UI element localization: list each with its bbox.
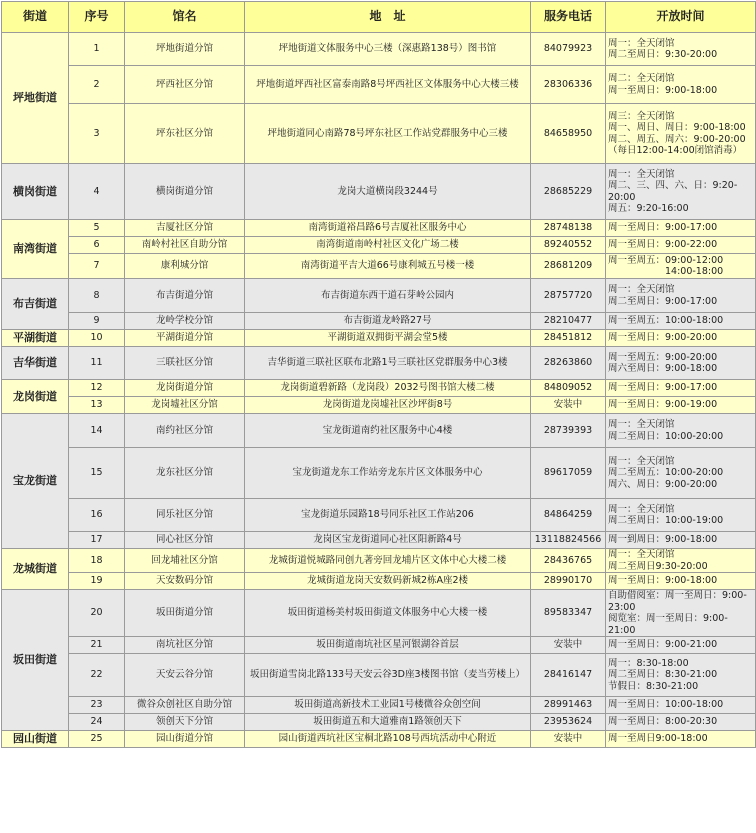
street-cell: 宝龙街道	[2, 414, 69, 549]
table-row	[2, 164, 756, 220]
name-cell: 吉厦社区分馆	[125, 220, 245, 237]
table-row	[2, 220, 756, 237]
hours-cell: 周一至周五：9:00-20:00 周六至周日：9:00-18:00	[606, 347, 756, 380]
address-cell: 宝龙街道南约社区服务中心4楼	[245, 414, 531, 448]
street-cell: 布吉街道	[2, 279, 69, 330]
name-cell: 南岭村社区自助分馆	[125, 237, 245, 254]
name-cell: 龙东社区分馆	[125, 448, 245, 499]
hours-cell: 周一至周五：10:00-18:00	[606, 313, 756, 330]
street-cell: 坂田街道	[2, 590, 69, 731]
address-cell: 坂田街道杨美村坂田街道文体服务中心大楼一楼	[245, 590, 531, 637]
phone-cell: 28210477	[531, 313, 606, 330]
hours-cell: 周一至周日：8:00-20:30	[606, 714, 756, 731]
address-cell: 坂田街道高新技术工业园1号楼微谷众创空间	[245, 697, 531, 714]
table-row	[2, 697, 756, 714]
table-row	[2, 104, 756, 164]
hours-cell: 周一：全天闭馆 周二至周日：9:30-20:00	[606, 33, 756, 66]
phone-cell: 28416147	[531, 654, 606, 697]
phone-cell: 84079923	[531, 33, 606, 66]
hours-cell: 周一到周日：9:00-18:00	[606, 532, 756, 549]
street-cell: 南湾街道	[2, 220, 69, 279]
address-cell: 吉华街道三联社区联布北路1号三联社区党群服务中心3楼	[245, 347, 531, 380]
address-cell: 坂田街道五和大道雅南1路领创天下	[245, 714, 531, 731]
no-cell: 24	[69, 714, 125, 731]
table-row	[2, 731, 756, 748]
address-cell: 坂田街道雪岗北路133号天安云谷3D座3楼图书馆（麦当劳楼上）	[245, 654, 531, 697]
no-cell: 2	[69, 66, 125, 104]
address-cell: 宝龙街道乐园路18号同乐社区工作站206	[245, 499, 531, 532]
no-cell: 25	[69, 731, 125, 748]
no-cell: 23	[69, 697, 125, 714]
no-cell: 8	[69, 279, 125, 313]
phone-cell: 28685229	[531, 164, 606, 220]
header-street: 街道	[2, 2, 69, 33]
no-cell: 1	[69, 33, 125, 66]
name-cell: 南约社区分馆	[125, 414, 245, 448]
hours-cell: 自助借阅室：周一至周日：9:00-23:00 阅览室：周一至周日：9:00-21:00	[606, 590, 756, 637]
address-cell: 龙岗区宝龙街道同心社区阳新路4号	[245, 532, 531, 549]
phone-cell: 23953624	[531, 714, 606, 731]
name-cell: 康利城分馆	[125, 254, 245, 279]
phone-cell: 28681209	[531, 254, 606, 279]
hours-cell: 周一至周日：9:00-20:00	[606, 330, 756, 347]
name-cell: 领创天下分馆	[125, 714, 245, 731]
hours-cell: 周一：全天闭馆 周二至周五：10:00-20:00 周六、周日：9:00-20:00	[606, 448, 756, 499]
hours-cell: 周一：8:30-18:00 周二至周日：8:30-21:00 节假日：8:30-21:00	[606, 654, 756, 697]
hours-cell: 周一：全天闭馆 周二至周日：10:00-19:00	[606, 499, 756, 532]
no-cell: 5	[69, 220, 125, 237]
no-cell: 11	[69, 347, 125, 380]
hours-cell: 周一：全天闭馆 周二至周日：9:00-17:00	[606, 279, 756, 313]
name-cell: 坪西社区分馆	[125, 66, 245, 104]
street-cell: 坪地街道	[2, 33, 69, 164]
table-row	[2, 499, 756, 532]
name-cell: 坪东社区分馆	[125, 104, 245, 164]
hours-cell: 周一：全天闭馆 周二至周日9:30-20:00	[606, 549, 756, 573]
phone-cell: 84658950	[531, 104, 606, 164]
name-cell: 坪地街道分馆	[125, 33, 245, 66]
phone-cell: 安装中	[531, 397, 606, 414]
table-row	[2, 254, 756, 279]
address-cell: 布吉街道东西干道石芽岭公园内	[245, 279, 531, 313]
table-body	[2, 33, 756, 748]
hours-cell: 周一至周日：9:00-18:00	[606, 573, 756, 590]
address-cell: 龙岗街道龙岗墟社区沙坪街8号	[245, 397, 531, 414]
hours-cell: 周一至周日：9:00-17:00	[606, 220, 756, 237]
no-cell: 21	[69, 637, 125, 654]
hours-cell: 周一至周日：9:00-22:00	[606, 237, 756, 254]
table-row	[2, 414, 756, 448]
name-cell: 三联社区分馆	[125, 347, 245, 380]
name-cell: 微谷众创社区自助分馆	[125, 697, 245, 714]
hours-cell: 周一至周五：09:00-12:00 14:00-18:00	[606, 254, 756, 279]
phone-cell: 28991463	[531, 697, 606, 714]
no-cell: 18	[69, 549, 125, 573]
header-no: 序号	[69, 2, 125, 33]
address-cell: 南湾街道平吉大道66号康利城五号楼一楼	[245, 254, 531, 279]
table-row	[2, 397, 756, 414]
no-cell: 15	[69, 448, 125, 499]
phone-cell: 28436765	[531, 549, 606, 573]
phone-cell: 28306336	[531, 66, 606, 104]
table-row	[2, 590, 756, 637]
library-branch-table	[1, 1, 756, 748]
no-cell: 12	[69, 380, 125, 397]
address-cell: 坪地街道同心南路78号坪东社区工作站党群服务中心三楼	[245, 104, 531, 164]
hours-cell: 周一至周日9:00-18:00	[606, 731, 756, 748]
address-cell: 龙城街道悦城路同创九著旁回龙埔片区文体中心大楼二楼	[245, 549, 531, 573]
address-cell: 南湾街道南岭村社区文化广场二楼	[245, 237, 531, 254]
table-row	[2, 33, 756, 66]
phone-cell: 84864259	[531, 499, 606, 532]
no-cell: 13	[69, 397, 125, 414]
address-cell: 布吉街道龙岭路27号	[245, 313, 531, 330]
phone-cell: 28263860	[531, 347, 606, 380]
no-cell: 19	[69, 573, 125, 590]
phone-cell: 28748138	[531, 220, 606, 237]
phone-cell: 84809052	[531, 380, 606, 397]
name-cell: 平湖街道分馆	[125, 330, 245, 347]
table-row	[2, 448, 756, 499]
address-cell: 宝龙街道龙东工作站旁龙东片区文体服务中心	[245, 448, 531, 499]
name-cell: 同乐社区分馆	[125, 499, 245, 532]
no-cell: 16	[69, 499, 125, 532]
phone-cell: 安装中	[531, 731, 606, 748]
table-row	[2, 237, 756, 254]
hours-cell: 周三：全天闭馆 周一、周日、周日：9:00-18:00 周二、周五、周六：9:00-20:00 （每日12:00-14:00闭馆消毒）	[606, 104, 756, 164]
name-cell: 天安云谷分馆	[125, 654, 245, 697]
header-address: 地 址	[245, 2, 531, 33]
hours-cell: 周一至周日：9:00-21:00	[606, 637, 756, 654]
no-cell: 14	[69, 414, 125, 448]
no-cell: 22	[69, 654, 125, 697]
phone-cell: 89240552	[531, 237, 606, 254]
header-name: 馆名	[125, 2, 245, 33]
street-cell: 吉华街道	[2, 347, 69, 380]
address-cell: 南湾街道裕昌路6号吉厦社区服务中心	[245, 220, 531, 237]
no-cell: 6	[69, 237, 125, 254]
phone-cell: 28739393	[531, 414, 606, 448]
address-cell: 龙岗大道横岗段3244号	[245, 164, 531, 220]
hours-cell: 周一至周日：9:00-17:00	[606, 380, 756, 397]
phone-cell: 13118824566	[531, 532, 606, 549]
name-cell: 坂田街道分馆	[125, 590, 245, 637]
no-cell: 10	[69, 330, 125, 347]
phone-cell: 28757720	[531, 279, 606, 313]
table-row	[2, 66, 756, 104]
address-cell: 坪地街道文体服务中心三楼（深惠路138号）图书馆	[245, 33, 531, 66]
phone-cell: 28451812	[531, 330, 606, 347]
table-row	[2, 380, 756, 397]
address-cell: 坂田街道南坑社区星河银湖谷首层	[245, 637, 531, 654]
hours-cell: 周一至周日：9:00-19:00	[606, 397, 756, 414]
street-cell: 园山街道	[2, 731, 69, 748]
name-cell: 龙岗墟社区分馆	[125, 397, 245, 414]
table-row	[2, 714, 756, 731]
name-cell: 布吉街道分馆	[125, 279, 245, 313]
hours-cell: 周一：全天闭馆 周二、三、四、六、日：9:20-20:00 周五：9:20-16:00	[606, 164, 756, 220]
table-row	[2, 549, 756, 573]
no-cell: 7	[69, 254, 125, 279]
table-row	[2, 532, 756, 549]
table-row	[2, 573, 756, 590]
address-cell: 园山街道西坑社区宝桐北路108号西坑活动中心附近	[245, 731, 531, 748]
header-row	[2, 2, 756, 33]
address-cell: 龙岗街道碧新路（龙岗段）2032号图书馆大楼二楼	[245, 380, 531, 397]
hours-cell: 周一：全天闭馆 周二至周日：10:00-20:00	[606, 414, 756, 448]
no-cell: 4	[69, 164, 125, 220]
hours-cell: 周一至周日：10:00-18:00	[606, 697, 756, 714]
no-cell: 17	[69, 532, 125, 549]
header-hours: 开放时间	[606, 2, 756, 33]
phone-cell: 28990170	[531, 573, 606, 590]
table-row	[2, 330, 756, 347]
table-row	[2, 637, 756, 654]
table-row	[2, 654, 756, 697]
name-cell: 同心社区分馆	[125, 532, 245, 549]
phone-cell: 安装中	[531, 637, 606, 654]
name-cell: 天安数码分馆	[125, 573, 245, 590]
name-cell: 南坑社区分馆	[125, 637, 245, 654]
address-cell: 平湖街道双拥街平湖会堂5楼	[245, 330, 531, 347]
street-cell: 龙岗街道	[2, 380, 69, 414]
street-cell: 横岗街道	[2, 164, 69, 220]
no-cell: 9	[69, 313, 125, 330]
table-row	[2, 279, 756, 313]
name-cell: 园山街道分馆	[125, 731, 245, 748]
phone-cell: 89617059	[531, 448, 606, 499]
table-row	[2, 347, 756, 380]
table-row	[2, 313, 756, 330]
name-cell: 横岗街道分馆	[125, 164, 245, 220]
no-cell: 20	[69, 590, 125, 637]
no-cell: 3	[69, 104, 125, 164]
street-cell: 龙城街道	[2, 549, 69, 590]
street-cell: 平湖街道	[2, 330, 69, 347]
hours-cell: 周二：全天闭馆 周一至周日：9:00-18:00	[606, 66, 756, 104]
name-cell: 龙岭学校分馆	[125, 313, 245, 330]
header-phone: 服务电话	[531, 2, 606, 33]
address-cell: 龙城街道龙岗天安数码新城2栋A座2楼	[245, 573, 531, 590]
address-cell: 坪地街道坪西社区富泰南路8号坪西社区文体服务中心大楼三楼	[245, 66, 531, 104]
name-cell: 龙岗街道分馆	[125, 380, 245, 397]
name-cell: 回龙埔社区分馆	[125, 549, 245, 573]
phone-cell: 89583347	[531, 590, 606, 637]
